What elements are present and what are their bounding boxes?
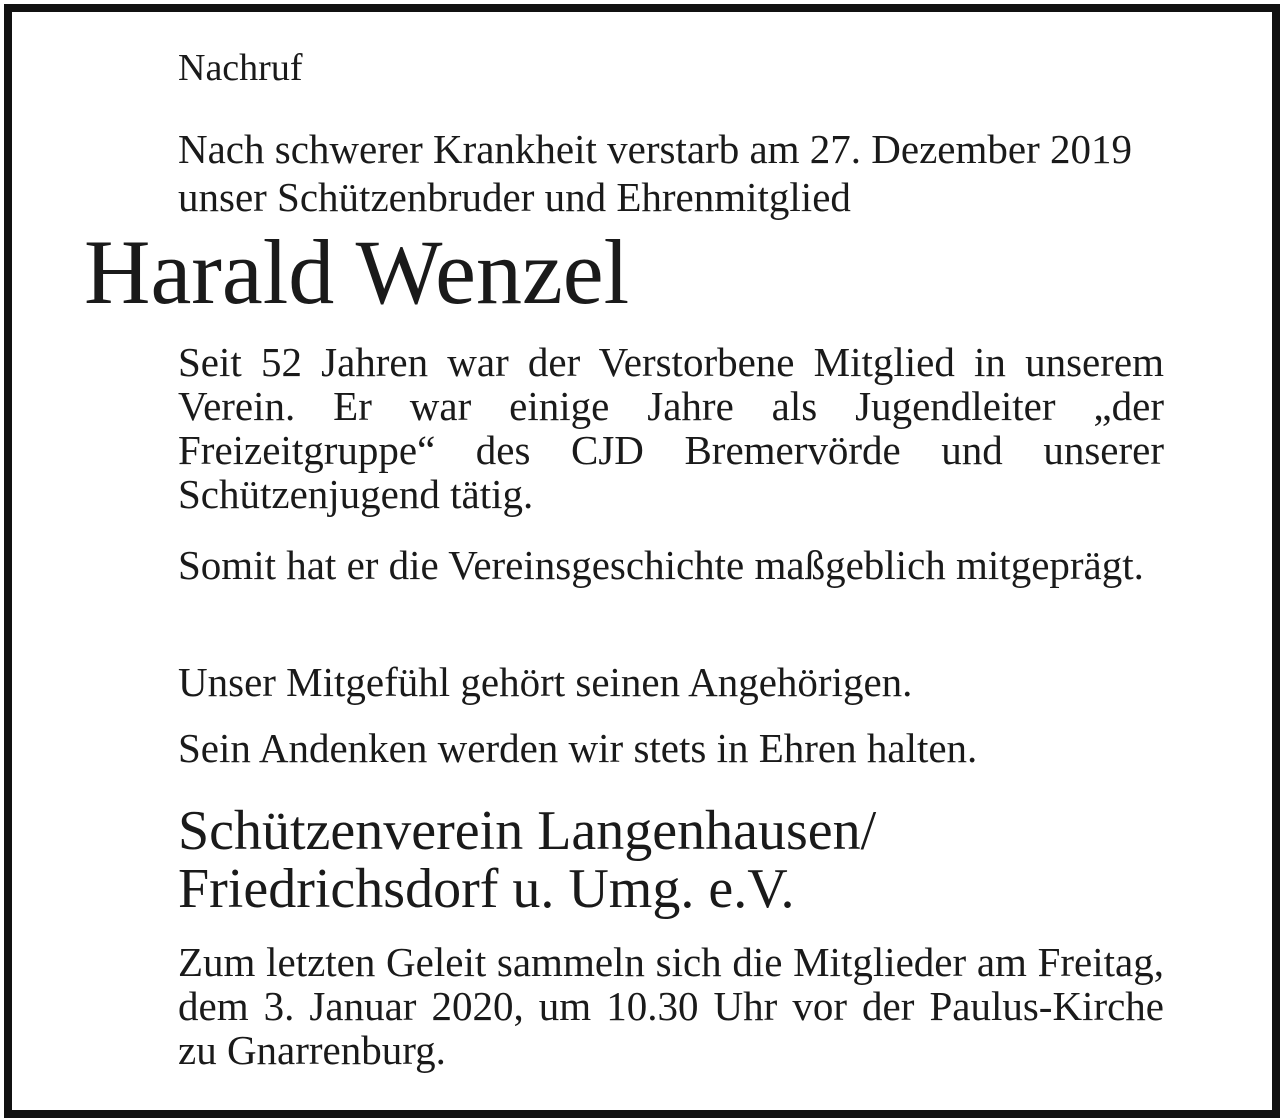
club-name [178,802,1164,918]
club-name-line-2: Friedrichsdorf u. Umg. e.V. [178,858,795,920]
remembrance-paragraph: Sein Andenken werden wir stets in Ehren halten. [178,725,978,771]
funeral-notice: Zum letzten Geleit sammeln sich die Mitglieder am Freitag, dem 3. Januar 2020, um 10.30 Uhr vor der Paulus-Kirche zu Gnarrenburg. [178,939,1164,1073]
legacy-paragraph: Somit hat er die Vereinsgeschichte maßgeblich mitgeprägt. [178,542,1144,588]
death-notice-text: Nach schwerer Krankheit verstarb am 27. Dezember 2019 unser Schützenbruder und Ehrenmitglied [178,126,1132,220]
condolence-paragraph: Unser Mitgefühl gehört seinen Angehörigen. [178,659,913,705]
club-name-line-1: Schützenverein Langenhausen/ [178,800,877,862]
membership-paragraph: Seit 52 Jahren war der Verstorbene Mitglied in unserem Verein. Er war einige Jahre als Jugendleiter „der Freizeitgruppe“ des CJD Bremervörde und unserer Schützenjugend tätig. [178,339,1164,517]
deceased-name: Harald Wenzel [84,221,630,323]
obituary-heading: Nachruf [178,47,303,89]
